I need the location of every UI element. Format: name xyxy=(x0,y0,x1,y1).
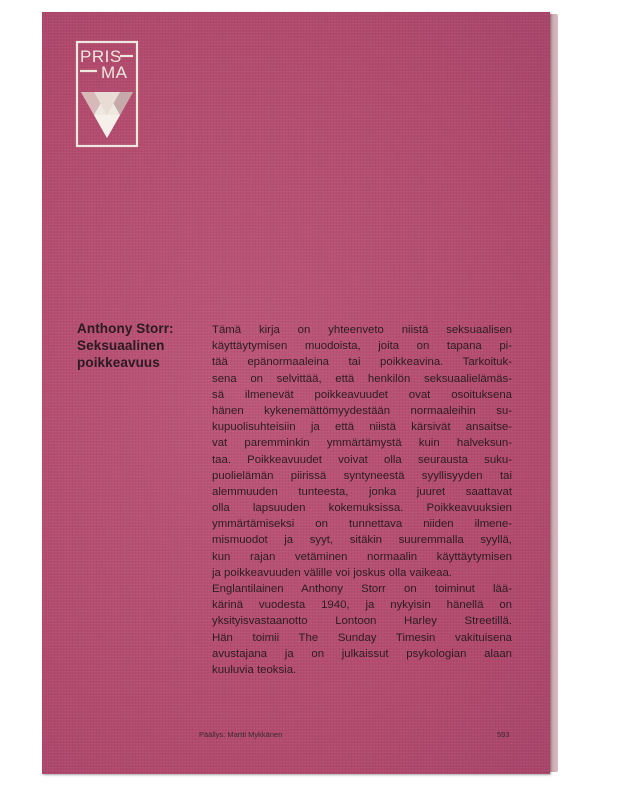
blurb-line: Tämä kirja on yhteenveto niistä seksuaalisen xyxy=(212,324,512,336)
blurb-line: ja poikkeavuuden välille voi joskus olla vaikeaa. xyxy=(212,566,452,579)
blurb-line: kun rajan vetäminen normaalin käyttäytymisen xyxy=(212,550,512,563)
blurb-line: tää epänormaaleina tai poikkeavina. Tarkoituk- xyxy=(212,356,512,369)
blurb-text xyxy=(212,322,512,678)
blurb-line: Hän toimii The Sunday Timesin vakituisena xyxy=(212,631,512,644)
blurb-line: käyttäytymisen muodoista, joita on tapana pi- xyxy=(212,340,512,353)
blurb-line: puolielämän piirissä syntyneestä syyllisyyden tai xyxy=(212,469,512,482)
blurb-line: hänen kykenemättömyydestään normaaleihin su- xyxy=(212,404,512,417)
author-title-line: Seksuaalinen xyxy=(77,338,165,353)
blurb-line: kuuluvia teoksia. xyxy=(212,663,297,676)
blurb-line: avustajana ja on julkaissut psykologian alaan xyxy=(212,647,512,660)
prisma-logo xyxy=(75,40,139,152)
logo-text-pris: PRIS xyxy=(80,47,122,66)
author-title-line: Anthony Storr: xyxy=(77,321,174,336)
blurb-line: yksityisvastaanotto Lontoon Harley Streetillä. xyxy=(212,615,512,628)
blurb-line: Englantilainen Anthony Storr on toiminut lää- xyxy=(212,583,512,595)
blurb-line: ymmärtämiseksi on tunnettava niiden ilmene- xyxy=(212,518,512,531)
blurb-line: taa. Poikkeavuudet voivat olla seurausta suku- xyxy=(212,453,512,466)
logo-text-ma: MA xyxy=(101,63,128,82)
author-title-line: poikkeavuus xyxy=(77,355,160,370)
book-back-cover xyxy=(42,12,550,774)
blurb-line: mismuodot ja syyt, sitäkin suuremmalla syyllä, xyxy=(212,534,512,547)
blurb-line: kärinä vuodesta 1940, ja nykyisin hänellä on xyxy=(212,599,512,612)
prisma-triangle-icon xyxy=(81,92,133,138)
catalog-number: 593 xyxy=(497,730,510,739)
blurb-line: alemmuuden tunteesta, jonka juuret saattavat xyxy=(212,485,512,498)
blurb-line: sena on selvittää, että henkilön seksuaalielämäs- xyxy=(212,372,512,385)
blurb-line: sä ilmenevät poikkeavuudet ovat osoituksena xyxy=(212,388,512,401)
author-and-title xyxy=(77,320,212,371)
blurb-line: olla lapsuuden kokemuksissa. Poikkeavuuksien xyxy=(212,502,512,515)
blurb-line: kupuolisuhteisiin ja että niistä kärsivät ansaitse- xyxy=(212,421,512,434)
blurb-line: vat paremminkin ymmärtämystä kuin halveksun- xyxy=(212,437,512,450)
cover-credit: Päällys: Martti Mykkänen xyxy=(199,730,283,739)
